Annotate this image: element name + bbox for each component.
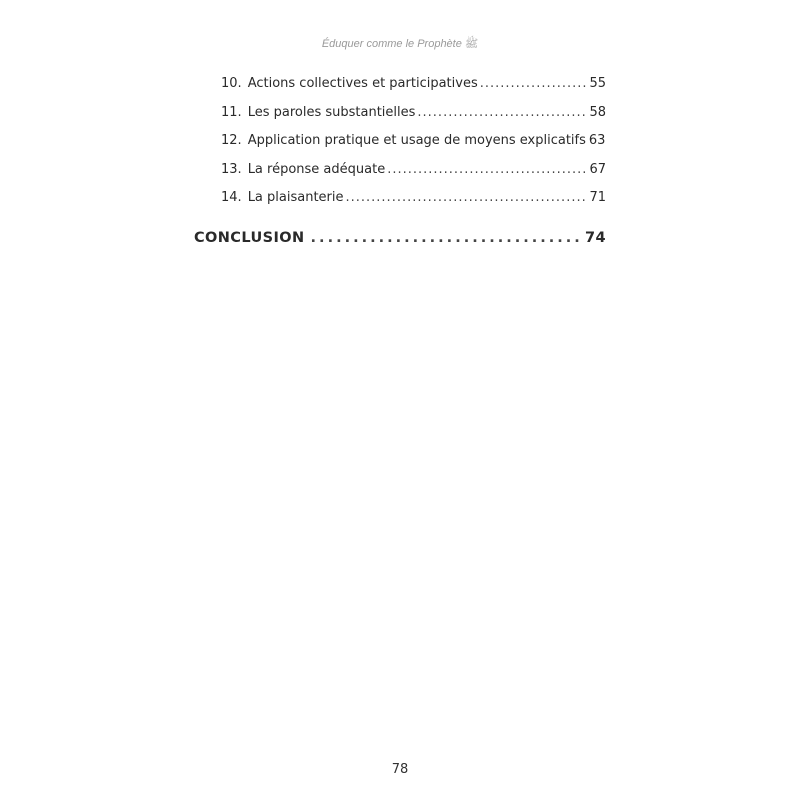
toc-entry-page: 67 <box>589 161 606 177</box>
toc-entry[interactable] <box>194 156 606 185</box>
toc-entry-number: 14. <box>221 190 242 205</box>
toc-entry-number: 11. <box>221 104 242 120</box>
dot-leader <box>480 70 588 99</box>
toc-entry-number: 10. <box>221 76 242 91</box>
dot-leader <box>417 99 587 128</box>
toc-entry-page: 63 <box>588 133 606 148</box>
dot-leader <box>311 224 579 253</box>
dot-leader <box>387 156 587 185</box>
toc-entry[interactable] <box>194 127 606 156</box>
toc-entry-page: 55 <box>589 76 606 91</box>
toc-entry-title: Les paroles substantielles <box>247 104 416 120</box>
toc-section-page: 74 <box>585 229 606 246</box>
toc-entry-page: 71 <box>589 190 606 205</box>
dot-leader <box>346 184 588 213</box>
toc-entry[interactable] <box>194 184 606 213</box>
toc-entry-title: Application pratique et usage de moyens explicatifs <box>247 133 586 148</box>
honorific-glyph: ﷺ <box>464 38 479 50</box>
toc-entry-number: 12. <box>221 133 242 148</box>
toc-entry[interactable] <box>194 99 606 128</box>
table-of-contents <box>194 70 606 252</box>
running-header <box>0 37 800 53</box>
running-title: Éduquer comme le Prophète <box>321 38 462 50</box>
toc-entry-number: 13. <box>221 161 242 177</box>
toc-entry-page: 58 <box>589 104 606 120</box>
toc-section-conclusion[interactable] <box>194 224 606 253</box>
toc-section-title: CONCLUSION <box>194 229 305 246</box>
toc-entry-title: La plaisanterie <box>247 190 344 205</box>
toc-entry[interactable] <box>194 70 606 99</box>
toc-entry-title: Actions collectives et participatives <box>247 76 478 91</box>
toc-entry-title: La réponse adéquate <box>247 161 386 177</box>
page-number: 78 <box>391 762 409 777</box>
